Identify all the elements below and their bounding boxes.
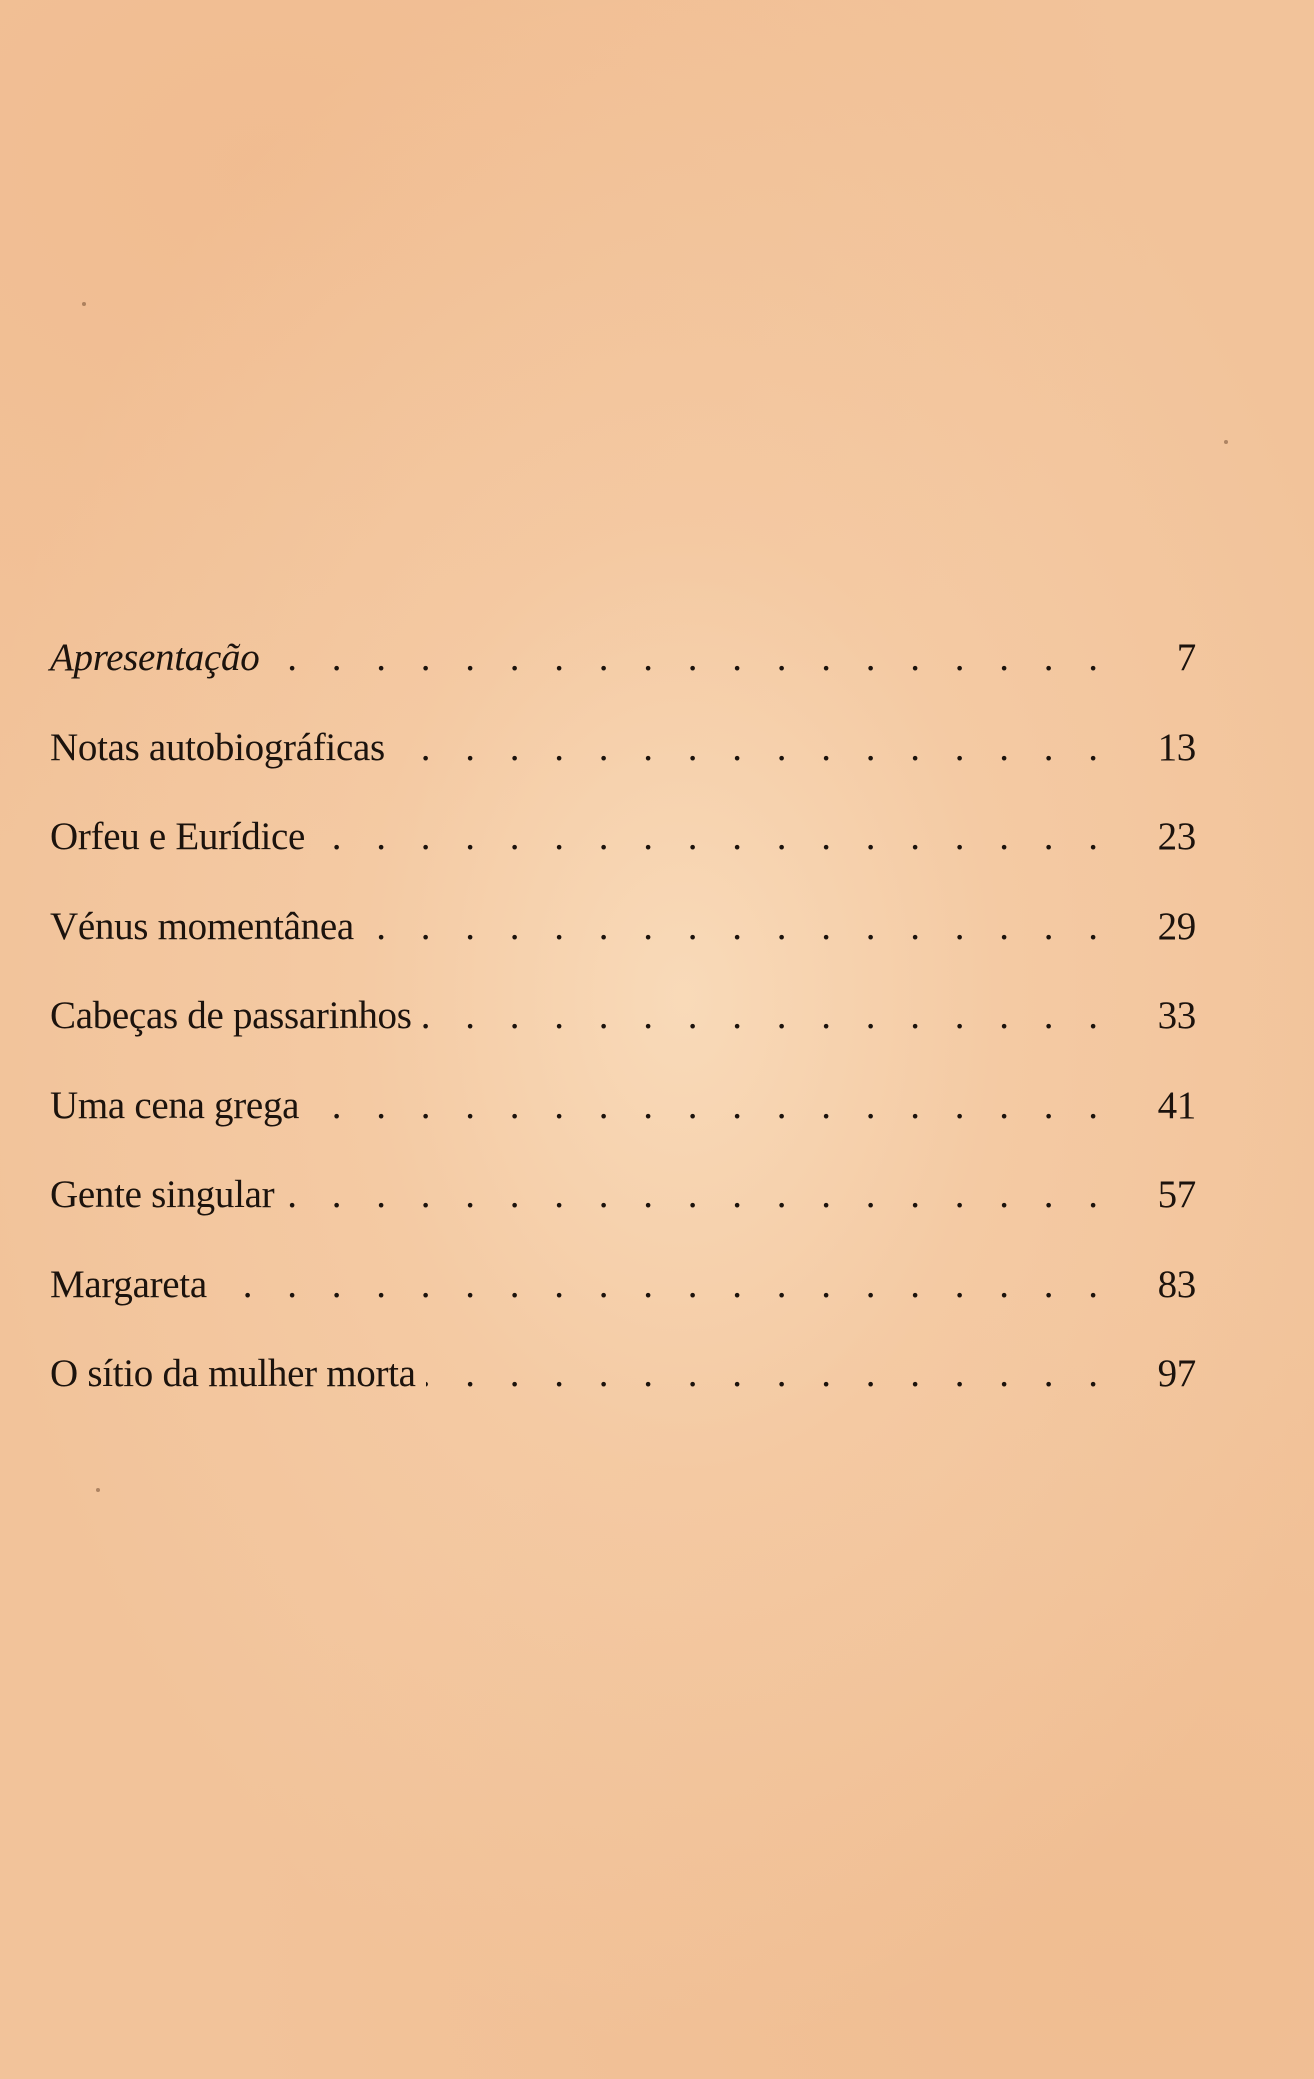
toc-entry-page: 33 <box>1157 994 1196 1037</box>
dot-leader <box>395 728 1098 767</box>
dot-leader <box>269 638 1098 677</box>
dot-leader <box>426 1354 1098 1393</box>
dot-leader <box>309 1086 1098 1125</box>
toc-entry-margareta <box>50 1262 1196 1355</box>
toc-entry-title: Uma cena grega <box>50 1083 300 1127</box>
toc-entry-page: 29 <box>1157 904 1196 948</box>
dot-leader <box>315 817 1098 856</box>
toc-entry-title: Apresentação <box>50 636 260 679</box>
toc-entry-page: 7 <box>1176 636 1196 679</box>
dot-leader <box>284 1175 1098 1214</box>
toc-entry-page: 83 <box>1157 1262 1196 1306</box>
dot-leader <box>217 1265 1098 1304</box>
toc-entry-cabecas-de-passarinhos <box>50 996 1196 1086</box>
toc-entry-notas-autobiograficas <box>50 725 1196 818</box>
toc-entry-venus-momentanea <box>50 904 1196 997</box>
toc-entry-page: 41 <box>1157 1083 1196 1127</box>
toc-entry-uma-cena-grega <box>50 1083 1196 1176</box>
toc-entry-page: 57 <box>1157 1173 1196 1216</box>
paper-speck <box>82 302 86 306</box>
dot-leader <box>422 996 1098 1035</box>
toc-entry-orfeu-e-euridice <box>50 817 1196 907</box>
toc-entry-o-sitio-da-mulher-morta <box>50 1354 1196 1444</box>
dot-leader <box>364 907 1098 946</box>
toc-entry-gente-singular <box>50 1175 1196 1265</box>
toc-entry-page: 23 <box>1157 815 1196 858</box>
toc-entry-title: Orfeu e Eurídice <box>50 815 306 858</box>
toc-entry-page: 13 <box>1157 725 1196 769</box>
toc-entry-title: Margareta <box>50 1262 207 1306</box>
toc-entry-apresentacao <box>50 638 1196 728</box>
toc-entry-title: O sítio da mulher morta <box>50 1352 416 1395</box>
toc-entry-page: 97 <box>1157 1352 1196 1395</box>
toc-entry-title: Gente singular <box>50 1173 275 1216</box>
toc-entry-title: Notas autobiográficas <box>50 725 385 769</box>
toc-entry-title: Vénus momentânea <box>50 904 354 948</box>
toc-entry-title: Cabeças de passarinhos <box>50 994 412 1037</box>
paper-speck <box>96 1488 100 1492</box>
table-of-contents <box>50 638 1196 1444</box>
paper-speck <box>1224 440 1228 444</box>
